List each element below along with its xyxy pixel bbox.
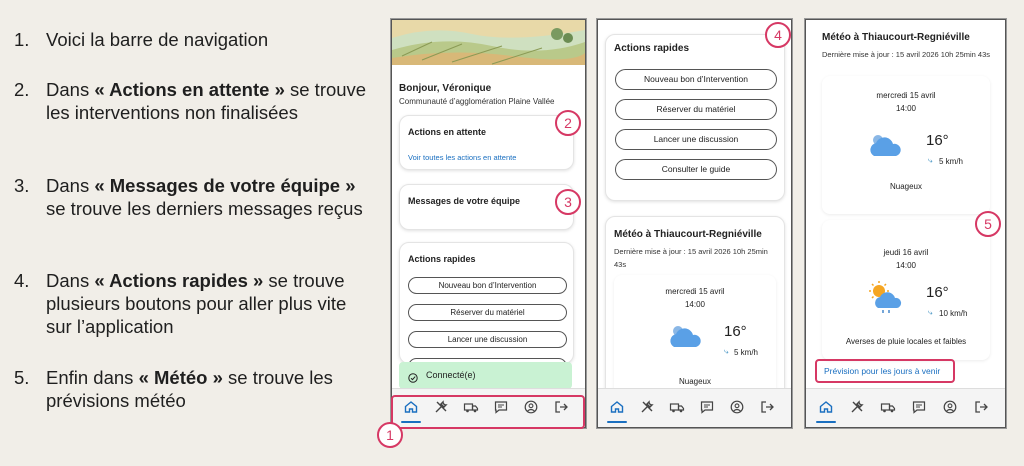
weather-title: Météo à Thiaucourt-Regniéville xyxy=(614,229,762,240)
active-tab-indicator xyxy=(401,421,421,423)
step-badge-4: 4 xyxy=(765,22,791,48)
step-number: 2. xyxy=(14,79,30,100)
chat-icon[interactable] xyxy=(911,399,927,415)
step-badge-5: 5 xyxy=(975,211,1001,237)
step-bold: « Messages de votre équipe » xyxy=(94,175,356,196)
step-badge-2: 2 xyxy=(555,110,581,136)
reserve-equipment-button[interactable]: Réserver du matériel xyxy=(408,304,567,321)
phone-screen-home xyxy=(391,19,586,428)
logout-icon[interactable] xyxy=(759,399,775,415)
step-text: Dans xyxy=(46,175,95,196)
pending-actions-title: Actions en attente xyxy=(408,127,487,137)
step-text: Dans xyxy=(46,270,95,291)
weather-updated: Dernière mise à jour : 15 avril 2026 10h 25min 43s xyxy=(822,50,991,59)
team-messages-title: Messages de votre équipe xyxy=(408,196,521,206)
step-text: se trouve les derniers messages reçus xyxy=(46,198,363,219)
profile-icon[interactable] xyxy=(942,399,958,415)
home-icon[interactable] xyxy=(403,399,419,415)
active-tab-indicator xyxy=(607,421,627,423)
step-text: se trouve les interventions non finalisées xyxy=(46,79,367,123)
cloudy-icon xyxy=(868,132,902,158)
step-number: 4. xyxy=(14,270,30,291)
forecast-wind: 10 km/h xyxy=(939,309,968,318)
step-number: 3. xyxy=(14,175,30,196)
forecast-wind: 5 km/h xyxy=(939,157,964,166)
forecast-time: 14:00 xyxy=(895,104,917,113)
see-all-pending-link[interactable]: Voir toutes les actions en attente xyxy=(408,153,517,162)
pending-actions-card xyxy=(399,115,574,170)
check-circle-icon xyxy=(408,370,418,380)
greeting: Bonjour, Véronique xyxy=(399,83,492,94)
reserve-equipment-button[interactable]: Réserver du matériel xyxy=(615,99,777,120)
forecast-condition: Nuageux xyxy=(889,182,923,191)
forecast-card-today xyxy=(822,76,990,214)
wind-icon: ⤷ xyxy=(928,156,933,165)
forecast-card-tomorrow xyxy=(822,220,990,360)
forecast-condition: Averses de pluie locales et faibles xyxy=(845,337,967,346)
start-discussion-button[interactable]: Lancer une discussion xyxy=(615,129,777,150)
forecast-day: mercredi 15 avril xyxy=(876,91,936,100)
step-text: Dans xyxy=(46,79,95,100)
step-bold: « Météo » xyxy=(138,367,223,388)
forecast-card xyxy=(614,275,776,405)
phone-screen-quick-actions xyxy=(597,19,792,428)
forecast-temperature: 16° xyxy=(724,323,747,340)
truck-icon[interactable] xyxy=(463,399,479,415)
chat-icon[interactable] xyxy=(699,399,715,415)
bottom-navbar xyxy=(392,388,585,427)
step-text: se trouve les prévisions météo xyxy=(46,367,333,411)
new-intervention-button[interactable]: Nouveau bon d’Intervention xyxy=(615,69,777,90)
tools-icon[interactable] xyxy=(849,399,865,415)
quick-actions-card xyxy=(605,34,785,201)
step-text: se trouve plusieurs boutons pour aller plus vite sur l’application xyxy=(46,270,347,337)
quick-actions-card xyxy=(399,242,574,364)
chat-icon[interactable] xyxy=(493,399,509,415)
forecast-temperature: 16° xyxy=(926,284,949,301)
forecast-condition: Nuageux xyxy=(678,377,712,386)
consult-guide-button[interactable]: Consulter le guide xyxy=(615,159,777,180)
step-number: 5. xyxy=(14,367,30,388)
toast-text: Connecté(e) xyxy=(426,370,476,380)
bottom-navbar xyxy=(598,388,791,427)
logout-icon[interactable] xyxy=(973,399,989,415)
wind-icon: ⤷ xyxy=(928,308,933,317)
weather-section xyxy=(806,20,1005,390)
logout-icon[interactable] xyxy=(553,399,569,415)
forecast-time: 14:00 xyxy=(684,300,706,309)
truck-icon[interactable] xyxy=(669,399,685,415)
forecast-day: mercredi 15 avril xyxy=(665,287,725,296)
quick-actions-title: Actions rapides xyxy=(614,43,690,54)
connected-toast xyxy=(399,362,572,389)
weather-title: Météo à Thiaucourt-Regniéville xyxy=(822,32,970,43)
forecast-day: jeudi 16 avril xyxy=(883,248,929,257)
new-intervention-button[interactable]: Nouveau bon d’Intervention xyxy=(408,277,567,294)
team-messages-card xyxy=(399,184,574,230)
step-bold: « Actions en attente » xyxy=(94,79,285,100)
step-text: Voici la barre de navigation xyxy=(46,29,269,50)
organisation-name: Communauté d’agglomération Plaine Vallée xyxy=(399,97,555,106)
quick-actions-title: Actions rapides xyxy=(408,254,476,264)
step-text: Enfin dans xyxy=(46,367,139,388)
home-icon[interactable] xyxy=(609,399,625,415)
truck-icon[interactable] xyxy=(880,399,896,415)
active-tab-indicator xyxy=(816,421,836,423)
wind-icon: ⤷ xyxy=(724,347,729,356)
tools-icon[interactable] xyxy=(433,399,449,415)
cloudy-icon xyxy=(668,323,702,349)
weather-updated: Dernière mise à jour : 15 avril 2026 10h 25min 43s xyxy=(614,247,768,269)
forecast-temperature: 16° xyxy=(926,132,949,149)
start-discussion-button[interactable]: Lancer une discussion xyxy=(408,331,567,348)
forecast-time: 14:00 xyxy=(895,261,917,270)
header-illustration xyxy=(392,20,585,65)
bottom-navbar xyxy=(806,388,1005,427)
profile-icon[interactable] xyxy=(523,399,539,415)
tools-icon[interactable] xyxy=(639,399,655,415)
step-number: 1. xyxy=(14,29,30,50)
step-badge-3: 3 xyxy=(555,189,581,215)
future-forecast-link[interactable]: Prévision pour les jours à venir xyxy=(824,366,941,376)
step-badge-1: 1 xyxy=(377,422,403,448)
sun-rain-icon xyxy=(868,280,902,314)
profile-icon[interactable] xyxy=(729,399,745,415)
home-icon[interactable] xyxy=(818,399,834,415)
step-bold: « Actions rapides » xyxy=(94,270,264,291)
forecast-wind: 5 km/h xyxy=(734,348,759,357)
